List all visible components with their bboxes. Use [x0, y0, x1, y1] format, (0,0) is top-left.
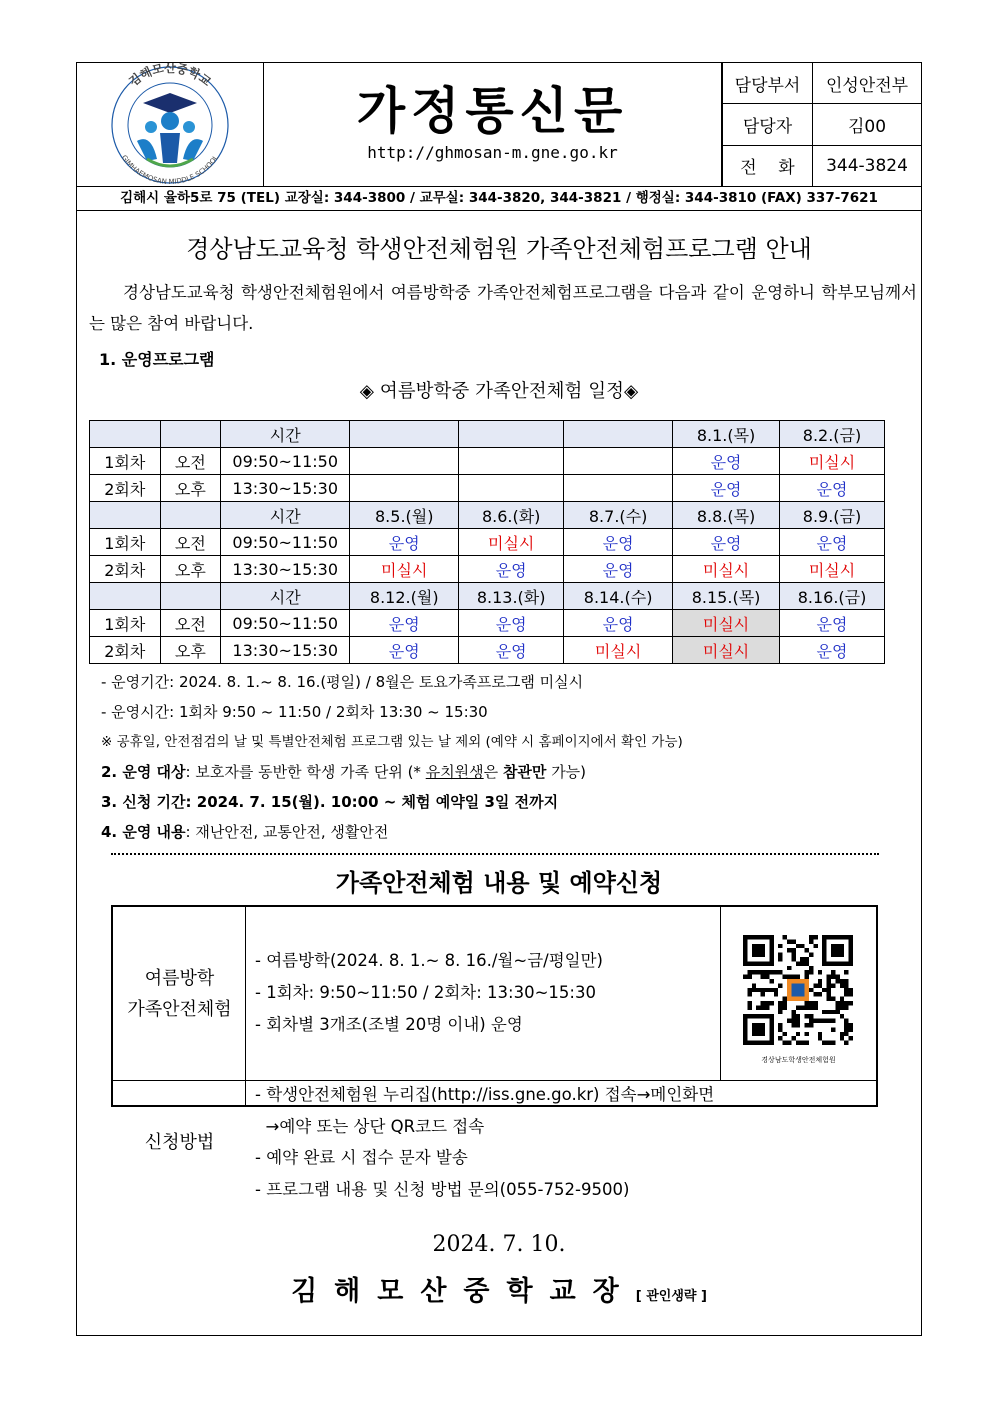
- period-cell: 오후: [160, 637, 221, 664]
- info-key: 담당자: [723, 104, 813, 145]
- date-header: 8.8.(목): [673, 502, 780, 529]
- status-cell: 운영: [459, 610, 564, 637]
- apply-value: : 2024. 7. 15(월). 10:00 ~ 체험 예약일 3일 전까지: [185, 793, 559, 811]
- empty-cell: [160, 583, 221, 610]
- schedule-row: [90, 448, 885, 475]
- logo-seal-text-en: GIMHAEMOSAN MIDDLE SCHOOL: [119, 153, 221, 186]
- target-mid: 은: [483, 763, 503, 781]
- date-header: 8.15.(목): [673, 583, 780, 610]
- date-header: [459, 421, 564, 448]
- time-header: 시간: [221, 583, 350, 610]
- round-cell: 1회차: [90, 448, 161, 475]
- notes: [101, 667, 683, 847]
- row2-line: - 프로그램 내용 및 신청 방법 문의(055-752-9500): [255, 1179, 630, 1199]
- round-cell: 2회차: [90, 637, 161, 664]
- row1-line: - 1회차: 9:50~11:50 / 2회차: 13:30~15:30: [255, 983, 596, 1002]
- content-label: 4. 운영 내용: [101, 823, 186, 841]
- round-cell: 2회차: [90, 556, 161, 583]
- note-hours: - 운영시간: 1회차 9:50 ~ 11:50 / 2회차 13:30 ~ 15:30: [101, 703, 488, 721]
- date-header: 8.5.(월): [350, 502, 459, 529]
- document-title: 가정통신문: [356, 82, 629, 140]
- note-except: ※ 공휴일, 안전점검의 날 및 특별안전체험 프로그램 있는 날 제외 (예약 시 홈페이지에서 확인 가능): [101, 734, 683, 750]
- status-cell: 미실시: [673, 610, 780, 637]
- apply-row-summer: [113, 907, 876, 1081]
- period-cell: 오전: [160, 610, 221, 637]
- time-cell: 13:30~15:30: [221, 637, 350, 664]
- period-cell: 오전: [160, 448, 221, 475]
- schedule-header-row: [90, 502, 885, 529]
- qr-code-icon[interactable]: [743, 935, 853, 1045]
- status-cell: 미실시: [459, 529, 564, 556]
- date-header: 8.14.(수): [564, 583, 673, 610]
- letterhead: [77, 63, 921, 187]
- note-content: [101, 817, 683, 847]
- target-text: : 보호자를 동반한 학생 가족 단위 (*: [185, 763, 426, 781]
- empty-cell: [90, 502, 161, 529]
- intro-paragraph: [89, 277, 917, 339]
- row2-content: [255, 1079, 714, 1205]
- intro-text: 경상남도교육청 학생안전체험원에서 여름방학중 가족안전체험프로그램을 다음과 같이 운영하니 학부모님께서는 많은 참여 바랍니다.: [89, 283, 917, 333]
- status-cell: 운영: [564, 556, 673, 583]
- status-cell: [564, 475, 673, 502]
- schedule-row: [90, 556, 885, 583]
- info-value: 김00: [813, 104, 922, 145]
- schedule-row: [90, 475, 885, 502]
- status-cell: 운영: [459, 556, 564, 583]
- schedule-row: [90, 637, 885, 664]
- school-logo: [77, 63, 264, 186]
- status-cell: 운영: [564, 529, 673, 556]
- target-only: 참관만: [502, 763, 547, 781]
- row2-line: - 예약 완료 시 접수 문자 발송: [255, 1148, 468, 1167]
- logo-cell: [77, 63, 264, 186]
- status-cell: 미실시: [780, 556, 885, 583]
- date-header: 8.16.(금): [780, 583, 885, 610]
- row1-label-line1: 여름방학: [144, 968, 215, 989]
- title-cell: [264, 63, 722, 186]
- date-header: 8.6.(화): [459, 502, 564, 529]
- qr-cell: [720, 907, 876, 1081]
- date-header: 8.7.(수): [564, 502, 673, 529]
- time-cell: 13:30~15:30: [221, 556, 350, 583]
- status-cell: 운영: [564, 610, 673, 637]
- empty-cell: [160, 502, 221, 529]
- note-apply: [101, 787, 683, 817]
- schedule-row: [90, 529, 885, 556]
- status-cell: [350, 448, 459, 475]
- status-cell: 운영: [673, 529, 780, 556]
- status-cell: 미실시: [564, 637, 673, 664]
- newsletter-frame: [76, 62, 922, 1336]
- status-cell: [564, 448, 673, 475]
- status-cell: [459, 475, 564, 502]
- section-1-title: 1. 운영프로그램: [99, 350, 215, 369]
- status-cell: 운영: [780, 529, 885, 556]
- row1-label-line2: 가족안전체험: [127, 999, 232, 1020]
- target-kinder: 유치원생: [425, 763, 484, 781]
- status-cell: 운영: [350, 529, 459, 556]
- time-cell: 09:50~11:50: [221, 610, 350, 637]
- target-post: 가능): [546, 763, 587, 781]
- date-header: 8.1.(목): [673, 421, 780, 448]
- logo-seal-text: 김해모산중학교: [126, 63, 214, 89]
- status-cell: 미실시: [673, 637, 780, 664]
- contact-info-table: [722, 63, 921, 186]
- empty-cell: [160, 421, 221, 448]
- status-cell: 운영: [459, 637, 564, 664]
- schedule-header-row: [90, 421, 885, 448]
- status-cell: 운영: [780, 610, 885, 637]
- date-header: [564, 421, 673, 448]
- date-header: 8.12.(월): [350, 583, 459, 610]
- dotted-divider: [111, 853, 879, 855]
- round-cell: 2회차: [90, 475, 161, 502]
- status-cell: 운영: [780, 637, 885, 664]
- status-cell: [350, 475, 459, 502]
- round-cell: 1회차: [90, 610, 161, 637]
- info-value: 344-3824: [813, 145, 922, 186]
- qr-caption: 경상남도학생안전체험원: [761, 1056, 836, 1064]
- row2-line: →예약 또는 상단 QR코드 접속: [255, 1116, 485, 1136]
- time-cell: 13:30~15:30: [221, 475, 350, 502]
- school-address: 김해시 율하5로 75 (TEL) 교장실: 344-3800 / 교무실: 344-3820, 344-3821 / 행정실: 344-3810 (FAX) 337-7621: [77, 187, 921, 211]
- status-cell: 운영: [673, 475, 780, 502]
- status-cell: 운영: [350, 637, 459, 664]
- status-cell: 미실시: [673, 556, 780, 583]
- round-cell: 1회차: [90, 529, 161, 556]
- time-header: 시간: [221, 421, 350, 448]
- status-cell: 미실시: [780, 448, 885, 475]
- time-header: 시간: [221, 502, 350, 529]
- seal-note: [ 관인생략 ]: [635, 1289, 707, 1304]
- note-target: [101, 757, 683, 787]
- row1-line: - 여름방학(2024. 8. 1.~ 8. 16./월~금/평일만): [255, 951, 603, 970]
- status-cell: [459, 448, 564, 475]
- date-header: 8.13.(화): [459, 583, 564, 610]
- row1-content: [255, 945, 603, 1041]
- period-cell: 오전: [160, 529, 221, 556]
- school-url[interactable]: http://ghmosan-m.gne.go.kr: [367, 143, 618, 162]
- empty-cell: [90, 583, 161, 610]
- info-key: 전 화: [723, 145, 813, 186]
- issue-date: 2024. 7. 10.: [432, 1232, 566, 1257]
- period-cell: 오후: [160, 556, 221, 583]
- principal-signature: [77, 1269, 921, 1308]
- row1-label: [113, 963, 246, 1025]
- schedule-table: [89, 420, 885, 664]
- schedule-header-row: [90, 583, 885, 610]
- principal-name: 김해모산중학교장: [291, 1276, 636, 1307]
- apply-heading: 가족안전체험 내용 및 예약신청: [335, 869, 663, 897]
- date-header: 8.9.(금): [780, 502, 885, 529]
- content-value: : 재난안전, 교통안전, 생활안전: [185, 823, 389, 841]
- apply-box: [111, 905, 878, 1199]
- status-cell: 미실시: [350, 556, 459, 583]
- schedule-row: [90, 610, 885, 637]
- notice-heading: 경상남도교육청 학생안전체험원 가족안전체험프로그램 안내: [186, 235, 812, 263]
- status-cell: 운영: [780, 475, 885, 502]
- status-cell: 운영: [673, 448, 780, 475]
- empty-cell: [90, 421, 161, 448]
- time-cell: 09:50~11:50: [221, 529, 350, 556]
- target-label: 2. 운영 대상: [101, 763, 186, 781]
- note-period: - 운영기간: 2024. 8. 1.~ 8. 16.(평일) / 8월은 토요가족프로그램 미실시: [101, 673, 584, 691]
- row2-line: - 학생안전체험원 누리집(http://iss.gne.go.kr) 접속→메인화면: [255, 1085, 715, 1104]
- row2-label: 신청방법: [144, 1132, 215, 1153]
- schedule-title: ◈ 여름방학중 가족안전체험 일정◈: [359, 381, 639, 402]
- row1-line: - 회차별 3개조(조별 20명 이내) 운영: [255, 1015, 523, 1034]
- date-header: [350, 421, 459, 448]
- info-key: 담당부서: [723, 63, 813, 104]
- time-cell: 09:50~11:50: [221, 448, 350, 475]
- info-value: 인성안전부: [813, 63, 922, 104]
- date-header: 8.2.(금): [780, 421, 885, 448]
- status-cell: 운영: [350, 610, 459, 637]
- period-cell: 오후: [160, 475, 221, 502]
- apply-label: 3. 신청 기간: [101, 793, 186, 811]
